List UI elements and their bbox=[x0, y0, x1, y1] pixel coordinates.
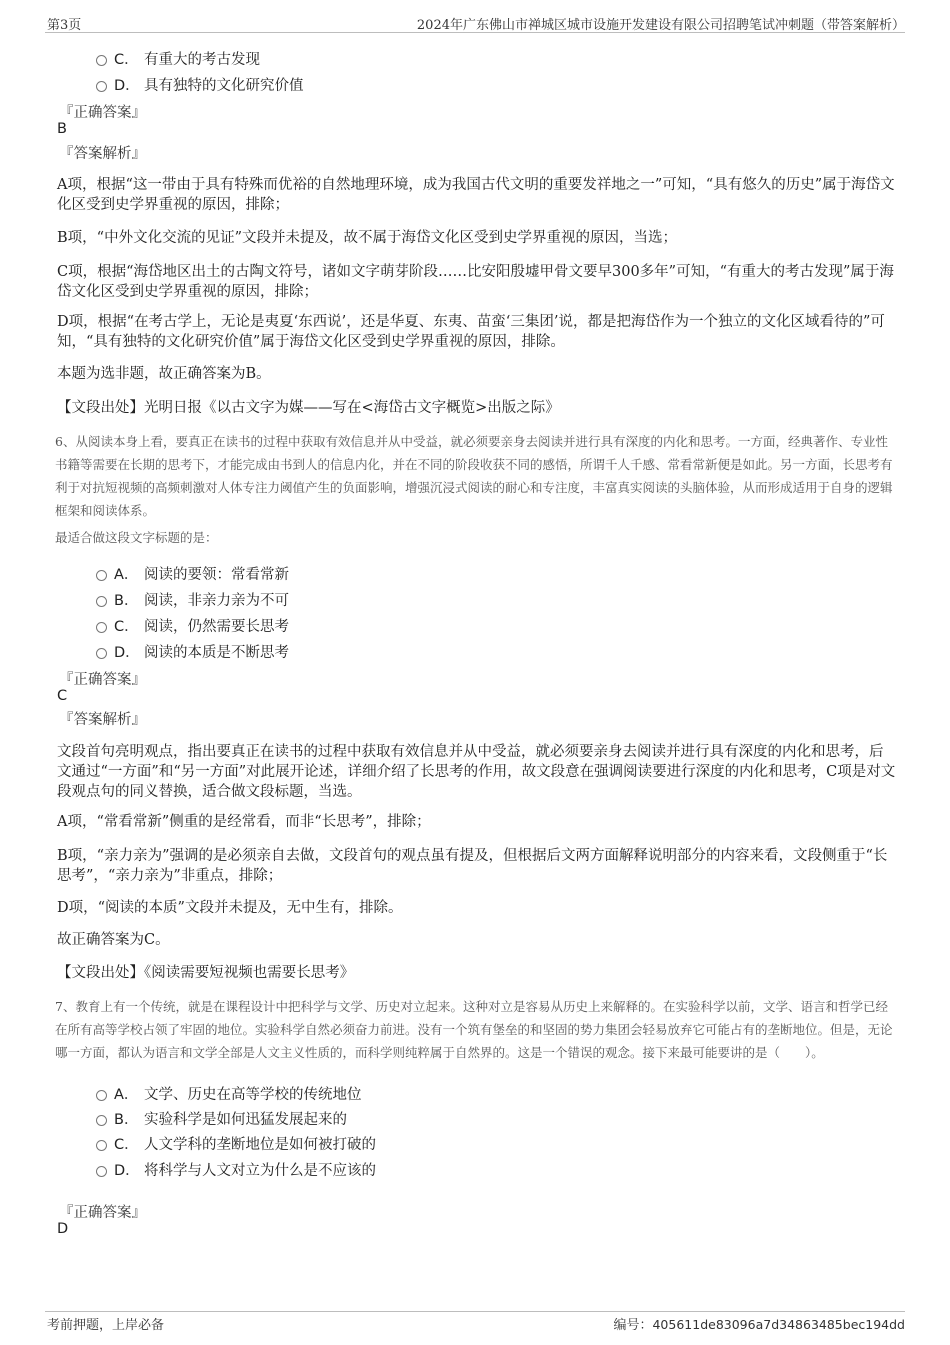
document-code bbox=[613, 1314, 905, 1333]
radio-icon[interactable] bbox=[96, 1115, 107, 1126]
q6-option-a[interactable]: A． 阅读的要领：常看常新 bbox=[96, 563, 289, 584]
radio-icon[interactable] bbox=[96, 596, 107, 607]
q7-question: 7、教育上有一个传统，就是在课程设计中把科学与文学、历史对立起来。这种对立是容易从历史上来解释的。在实验科学以前，文学、语言和哲学已经在所有高等学校占领了牢固的地位。实验科学自然必须奋力前进。没有一个筑有堡垒的和坚固的势力集团会轻易放弃它可能占有的垄断地位。但是，无论哪一方面，都认为语言和文学全部是人文主义性质的，而科学则纯粹属于自然界的。这是一个错误的观念。接下来最可能要讲的是（ ）。 bbox=[55, 999, 893, 1060]
q6-prompt: 最适合做这段文字标题的是： bbox=[55, 530, 218, 545]
q6-analysis-a: A项，“常看常新”侧重的是经常看，而非“长思考”，排除； bbox=[57, 814, 431, 830]
footer-slogan: 考前押题，上岸必备 bbox=[47, 1318, 165, 1333]
radio-icon[interactable] bbox=[96, 1090, 107, 1101]
radio-icon[interactable] bbox=[96, 622, 107, 633]
q6-analysis-label: 『答案解析』 bbox=[59, 712, 146, 728]
footer-divider bbox=[45, 1311, 905, 1312]
document-title: 2024年广东佛山市禅城区城市设施开发建设有限公司招聘笔试冲刺题（带答案解析） bbox=[416, 18, 905, 33]
q5-option-c[interactable]: C． 有重大的考古发现 bbox=[96, 48, 260, 69]
q7-option-b[interactable]: B． 实验科学是如何迅猛发展起来的 bbox=[96, 1108, 347, 1129]
q5-analysis-a: A项，根据“这一带由于具有特殊而优裕的自然地理环境，成为我国古代文明的重要发祥地之一”可知，“具有悠久的历史”属于海岱文化区受到史学界重视的原因，排除； bbox=[57, 177, 895, 213]
page-number: 第3页 bbox=[47, 18, 82, 33]
q6-option-d[interactable]: D． 阅读的本质是不断思考 bbox=[96, 641, 289, 662]
q6-analysis-b: B项，“亲力亲为”强调的是必须亲自去做，文段首句的观点虽有提及，但根据后文两方面解释说明部分的内容来看，文段侧重于“长思考”，“亲力亲为”非重点，排除； bbox=[57, 848, 888, 884]
document-code-label: 编号： bbox=[613, 1318, 653, 1333]
radio-icon[interactable] bbox=[96, 55, 107, 66]
radio-icon[interactable] bbox=[96, 648, 107, 659]
q6-option-b[interactable]: B． 阅读，非亲力亲为不可 bbox=[96, 589, 289, 610]
q5-analysis-c: C项，根据“海岱地区出土的古陶文符号，诸如文字萌芽阶段……比安阳殷墟甲骨文要早300多年”可知，“有重大的考古发现”属于海岱文化区受到史学界重视的原因，排除； bbox=[57, 264, 894, 300]
q7-answer-label: 『正确答案』 bbox=[59, 1205, 146, 1221]
q7-answer: D bbox=[57, 1221, 69, 1237]
q7-option-d[interactable]: D． 将科学与人文对立为什么是不应该的 bbox=[96, 1159, 376, 1180]
radio-icon[interactable] bbox=[96, 1166, 107, 1177]
document-code-value: 405611de83096a7d34863485bec194dd bbox=[652, 1317, 905, 1332]
q5-source: 【文段出处】光明日报《以古文字为媒——写在<海岱古文字概览>出版之际》 bbox=[57, 400, 560, 416]
q6-conclusion: 故正确答案为C。 bbox=[57, 932, 170, 948]
q5-option-d[interactable]: D． 具有独特的文化研究价值 bbox=[96, 74, 304, 95]
q5-answer: B bbox=[57, 121, 67, 137]
radio-icon[interactable] bbox=[96, 1140, 107, 1151]
q5-analysis-b: B项，“中外文化交流的见证”文段并未提及，故不属于海岱文化区受到史学界重视的原因，当选； bbox=[57, 230, 677, 246]
q6-question: 6、从阅读本身上看，要真正在读书的过程中获取有效信息并从中受益，就必须要亲身去阅读并进行具有深度的内化和思考。一方面，经典著作、专业性书籍等需要在长期的思考下，才能完成由书到人的信息内化，并在不同的阶段收获不同的感悟，所谓千人千感、常看常新便是如此。另一方面，长思考有利于对抗短视频的高频刺激对人体专注力阈值产生的负面影响，增强沉浸式阅读的耐心和专注度，丰富真实阅读的头脑体验，从而形成适用于自身的逻辑框架和阅读体系。 bbox=[55, 434, 893, 518]
q6-option-c[interactable]: C． 阅读，仍然需要长思考 bbox=[96, 615, 289, 636]
q6-analysis-d: D项，“阅读的本质”文段并未提及，无中生有，排除。 bbox=[57, 900, 403, 916]
q5-analysis-d: D项，根据“在考古学上，无论是夷夏‘东西说’，还是华夏、东夷、苗蛮‘三集团’说，都是把海岱作为一个独立的文化区域看待的”可知，“具有独特的文化研究价值”属于海岱文化区受到史学界重视的原因，排除。 bbox=[57, 314, 885, 350]
q6-answer: C bbox=[57, 688, 68, 704]
q6-source: 【文段出处】《阅读需要短视频也需要长思考》 bbox=[57, 965, 355, 981]
q5-conclusion: 本题为选非题，故正确答案为B。 bbox=[57, 366, 271, 382]
radio-icon[interactable] bbox=[96, 570, 107, 581]
q7-option-c[interactable]: C． 人文学科的垄断地位是如何被打破的 bbox=[96, 1133, 376, 1154]
q6-answer-label: 『正确答案』 bbox=[59, 672, 146, 688]
header-divider bbox=[45, 32, 905, 33]
q5-analysis-label: 『答案解析』 bbox=[59, 146, 146, 162]
q6-analysis-main: 文段首句亮明观点，指出要真正在读书的过程中获取有效信息并从中受益，就必须要亲身去阅读并进行具有深度的内化和思考，后文通过“一方面”和“另一方面”对此展开论述，详细介绍了长思考的作用，故文段意在强调阅读要进行深度的内化和思考，C项是对文段观点句的同义替换，适合做文段标题，当选。 bbox=[57, 744, 896, 800]
radio-icon[interactable] bbox=[96, 81, 107, 92]
q5-answer-label: 『正确答案』 bbox=[59, 105, 146, 121]
q7-option-a[interactable]: A． 文学、历史在高等学校的传统地位 bbox=[96, 1083, 362, 1104]
